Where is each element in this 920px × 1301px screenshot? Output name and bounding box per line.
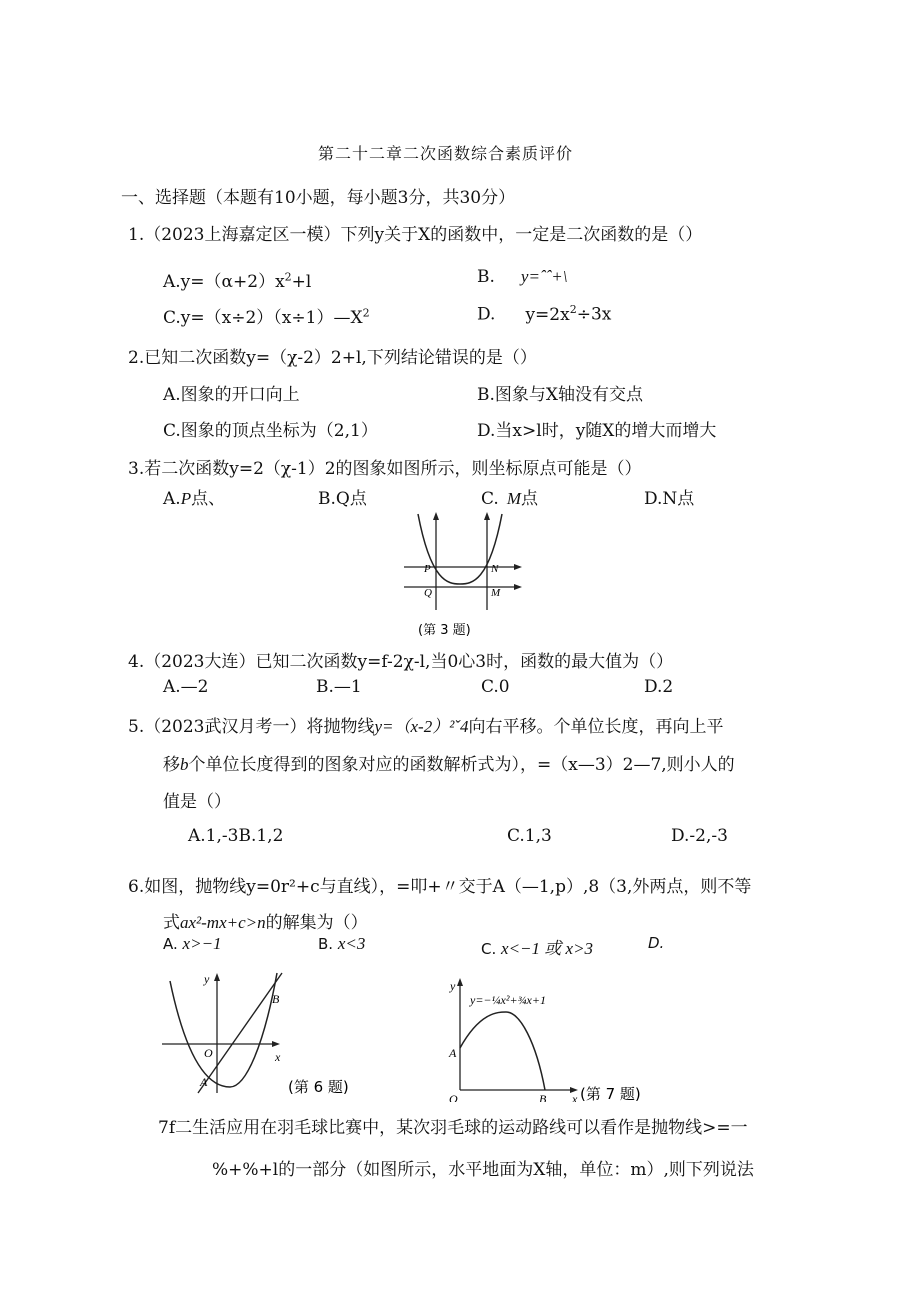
section-heading: 一、选择题（本题有10小题，每小题3分，共30分） [121,188,516,208]
point-label-q: Q [424,587,432,599]
arrow-icon [514,584,522,590]
formula-label: y=−¼x²+¾x+1 [470,993,546,1007]
origin-label: O [204,1046,213,1060]
question-2-option-a: A.图象的开口向上 [163,385,300,405]
question-3-option-c: C. M点 [481,489,538,509]
question-1-option-c: $C.y=(x\div 2)(x\div 1)—X^2$ [163,306,370,328]
arrow-icon [433,512,439,520]
figure-caption: (第 7 题) [580,1085,641,1102]
question-3-figure [398,510,528,640]
question-6-option-d: D. [648,934,665,952]
question-7-line-2: %+%+l的一部分（如图所示，水平地面为X轴，单位：m）,则下列说法 [212,1160,754,1180]
question-2-option-c: C.图象的顶点坐标为（2,1） [163,421,378,441]
question-4-option-a: A.—2 [163,677,209,697]
point-label-m: M [491,587,501,599]
question-2-stem: 2.已知二次函数y=（χ-2）2+l,下列结论错误的是（） [128,348,537,368]
question-5-line-3: 值是（） [163,792,231,812]
arrow-icon [272,1041,280,1047]
question-4-option-c: C.0 [481,677,510,697]
point-label-n: N [491,563,499,575]
parabola-curve [170,973,277,1087]
arrow-icon [484,512,490,520]
question-4-option-b: B.—1 [316,677,362,697]
question-7-line-1: 7f二生活应用在羽毛球比赛中，某次羽毛球的运动路线可以看作是抛物线>=一 [158,1118,748,1138]
origin-label: O [449,1092,458,1102]
figure-caption: (第 6 题) [288,1078,349,1096]
question-1-option-a: $A.y=(\alpha+2)x^2+l$ [163,270,312,292]
question-3-option-b: B.Q点 [318,489,367,509]
point-label-p: P [424,563,431,575]
straight-line [198,973,282,1093]
question-4-stem: 4.（2023大连）已知二次函数y=f-2χ-l,当0心3时，函数的最大值为（） [128,652,674,672]
page-title: 第二十二章二次函数综合素质评价 [318,144,574,163]
question-5-line-1: 5.（2023武汉月考一）将抛物线y=（x-2）²ˇ4向右平移。个单位长度，再向上平 [128,717,724,737]
question-1-option-b: B. y=ˆˆ+\ [477,267,568,287]
question-6-option-c: C. x<−1 或 x>3 [481,939,594,958]
axis-label-x: x [275,1050,281,1064]
point-label-b: B [272,992,280,1006]
point-label-a: A [200,1075,208,1089]
question-6-line-1: 6.如图，抛物线y=0r²+c与直线），=叩+〃交于A（—1,p）,8（3,外两点，则不等 [128,877,752,897]
question-6-option-b: B. x<3 [318,934,366,953]
question-2-option-d: D.当x>l时，y随X的增大而增大 [477,421,717,441]
question-5-line-2: 移b个单位长度得到的图象对应的函数解析式为），=（x—3）2—7,则小人的 [163,755,735,775]
question-1-stem: 1.（2023上海嘉定区一模）下列y关于X的函数中，一定是二次函数的是（） [128,225,703,245]
parabola-curve [460,1012,545,1090]
point-label-b: B [539,1092,547,1102]
arrow-icon [457,978,463,986]
arrow-icon [214,973,220,981]
axis-label-y: y [204,972,210,986]
question-7-figure [440,972,655,1102]
arrow-icon [514,564,522,570]
question-5-option-c: C.1,3 [507,826,552,846]
question-6-option-a: A. x>−1 [163,934,222,953]
question-4-option-d: D.2 [644,677,674,697]
question-3-stem: 3.若二次函数y=2（χ-1）2的图象如图所示，则坐标原点可能是（） [128,459,642,479]
question-3-option-d: D.N点 [644,489,695,509]
question-5-option-ab: A.1,-3B.1,2 [188,826,284,846]
question-3-option-a: A.P点、 [163,489,226,509]
question-6-line-2: 式ax²-mx+c>n的解集为（） [163,913,368,933]
question-6-figure [160,965,370,1100]
axis-label-y: y [450,979,456,993]
question-5-option-d: D.-2,-3 [671,826,728,846]
figure-caption: (第 3 题) [418,623,471,638]
point-label-a: A [449,1046,457,1060]
axis-label-x: x [572,1092,578,1102]
question-1-option-d: D. $y=2x^2\div 3x$ [477,303,612,325]
question-2-option-b: B.图象与X轴没有交点 [477,385,643,405]
